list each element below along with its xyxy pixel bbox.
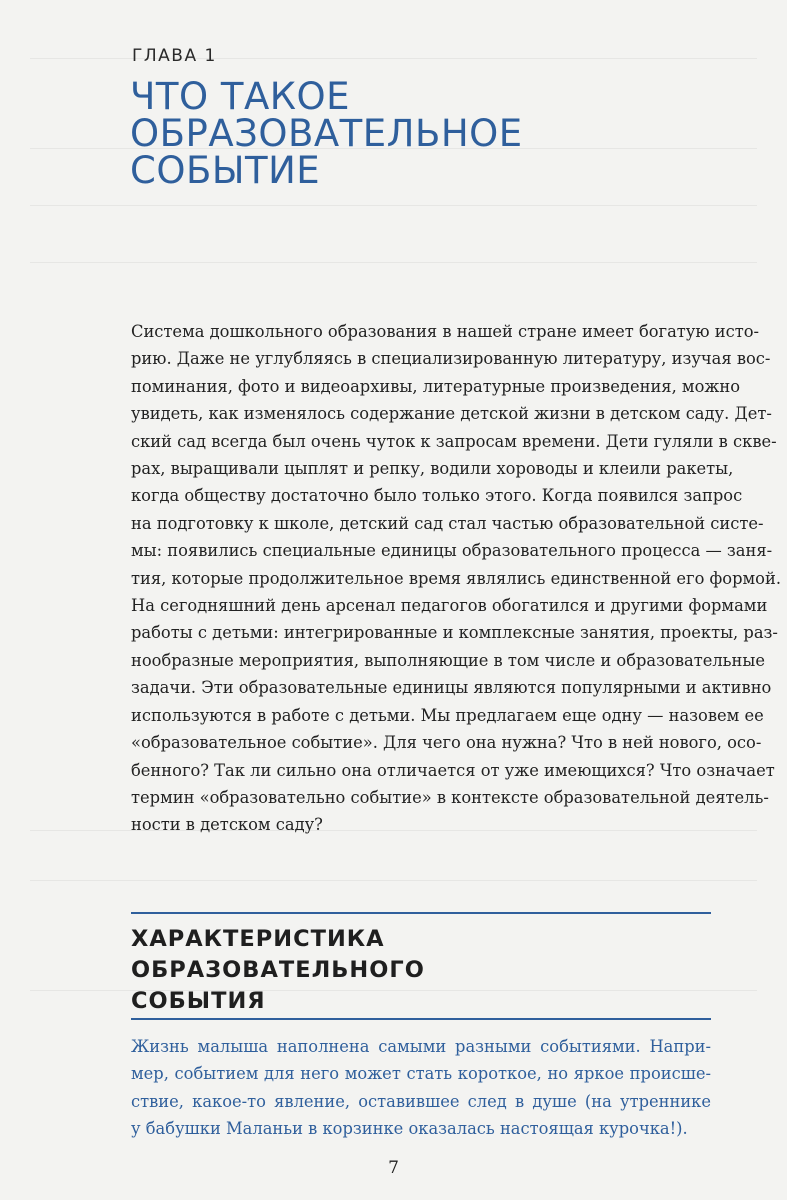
intro-line: Жизнь малыша наполнена самыми разными событиями. Напри-	[131, 1037, 711, 1056]
body-line: на подготовку к школе, детский сад стал частью образовательной систе-	[131, 513, 764, 533]
body-line: бенного? Так ли сильно она отличается от уже имеющихся? Что означает	[131, 760, 775, 780]
body-line: Система дошкольного образования в нашей стране имеет богатую исто-	[131, 322, 760, 341]
body-line: На сегодняшний день арсенал педагогов обогатился и другими формами	[131, 596, 768, 616]
section-title-line: СОБЫТИЯ	[131, 988, 266, 1014]
bleed-through-line	[30, 205, 757, 206]
body-line: рах, выращивали цыплят и репку, водили хороводы и клеили ракеты,	[131, 459, 734, 479]
body-line: увидеть, как изменялось содержание детской жизни в детском саду. Дет-	[131, 404, 772, 424]
body-line: поминания, фото и видеоархивы, литературные произведения, можно	[131, 376, 741, 396]
section-title	[131, 924, 651, 1017]
body-line: тия, которые продолжительное время являлись единственной его формой.	[131, 568, 782, 588]
body-line: «образовательное событие». Для чего она нужна? Что в ней нового, осо-	[131, 733, 762, 753]
intro-line: ствие, какое-то явление, оставившее след в душе (на утреннике	[131, 1091, 711, 1111]
body-line: работы с детьми: интегрированные и комплексные занятия, проекты, раз-	[131, 623, 778, 643]
section-title-line: ХАРАКТЕРИСТИКА	[131, 926, 385, 952]
bleed-through-line	[30, 262, 757, 263]
body-paragraph	[131, 318, 782, 839]
bleed-through-line	[30, 880, 757, 881]
section-top-rule	[131, 912, 711, 914]
section-bottom-rule	[131, 1018, 711, 1020]
body-line: когда обществу достаточно было только этого. Когда появился запрос	[131, 486, 743, 506]
chapter-title	[130, 75, 650, 192]
chapter-title-line: СОБЫТИЕ	[130, 149, 321, 192]
body-line: мы: появились специальные единицы образовательного процесса — заня-	[131, 541, 773, 561]
body-line: задачи. Эти образовательные единицы являются популярными и активно	[131, 678, 772, 698]
body-line: нообразные мероприятия, выполняющие в том числе и образовательные	[131, 650, 765, 670]
section-intro-paragraph	[131, 1033, 711, 1143]
chapter-label: ГЛАВА 1	[132, 46, 217, 66]
intro-line: мер, событием для него может стать короткое, но яркое происше-	[131, 1064, 711, 1084]
section-title-line: ОБРАЗОВАТЕЛЬНОГО	[131, 957, 425, 983]
body-line: ский сад всегда был очень чуток к запросам времени. Дети гуляли в скве-	[131, 431, 777, 451]
body-line: используются в работе с детьми. Мы предлагаем еще одну — назовем ее	[131, 705, 764, 725]
body-line: рию. Даже не углубляясь в специализированную литературу, изучая вос-	[131, 349, 771, 369]
page-number: 7	[388, 1158, 399, 1178]
chapter-title-line: ЧТО ТАКОЕ	[130, 75, 351, 118]
body-line: ности в детском саду?	[131, 815, 323, 835]
body-line: термин «образовательно событие» в контексте образовательной деятель-	[131, 787, 769, 807]
chapter-title-line: ОБРАЗОВАТЕЛЬНОЕ	[130, 112, 523, 155]
intro-line: у бабушки Маланьи в корзинке оказалась настоящая курочка!).	[131, 1119, 688, 1139]
